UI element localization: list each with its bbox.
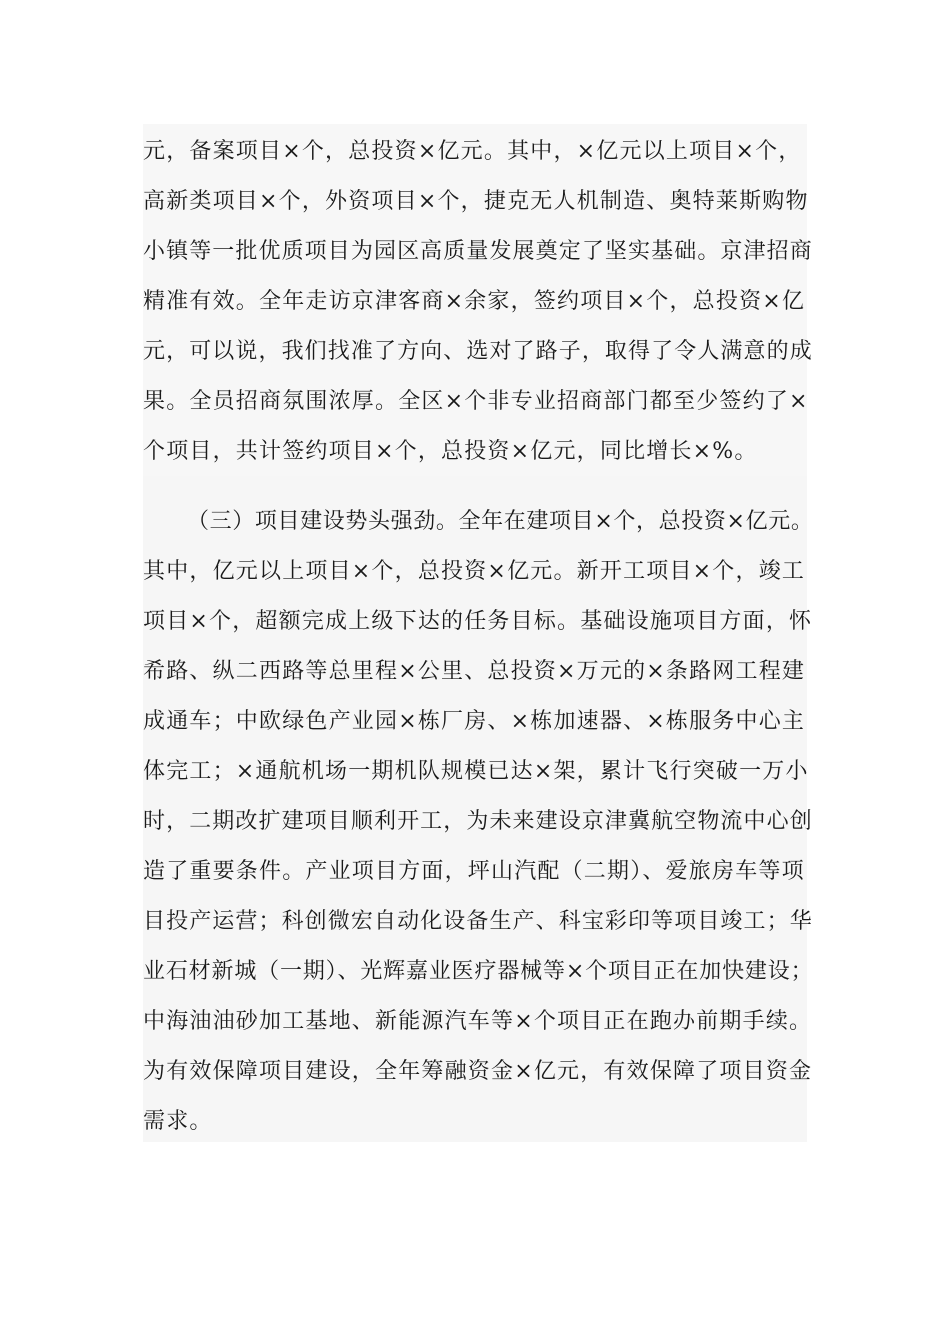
paragraph-project-construction xyxy=(143,476,814,1142)
text-line: 目投产运营；科创微宏自动化设备生产、科宝彩印等项目竣工；华 xyxy=(143,909,813,934)
text-line: 精准有效。全年走访京津客商×余家，签约项目×个，总投资×亿 xyxy=(143,289,806,314)
text-line: （三）项目建设势头强劲。全年在建项目×个，总投资×亿元。 xyxy=(187,509,814,534)
text-line: 业石材新城（一期）、光辉嘉业医疗器械等×个项目正在加快建设； xyxy=(143,959,814,984)
text-line: 其中，亿元以上项目×个，总投资×亿元。新开工项目×个，竣工 xyxy=(143,559,806,584)
text-line: 元，可以说，我们找准了方向、选对了路子，取得了令人满意的成 xyxy=(143,339,813,364)
text-line: 体完工；×通航机场一期机队规模已达×架，累计飞行突破一万小 xyxy=(143,759,809,784)
text-line: 为有效保障项目建设，全年筹融资金×亿元，有效保障了项目资金 xyxy=(143,1059,813,1084)
text-line: 造了重要条件。产业项目方面，坪山汽配（二期）、爱旅房车等项 xyxy=(143,859,805,884)
text-line: 中海油油砂加工基地、新能源汽车等×个项目正在跑办前期手续。 xyxy=(143,1009,813,1034)
text-line: 项目×个，超额完成上级下达的任务目标。基础设施项目方面，怀 xyxy=(143,609,813,634)
text-line: 高新类项目×个，外资项目×个，捷克无人机制造、奥特莱斯购物 xyxy=(143,189,809,214)
text-line: 需求。 xyxy=(143,1109,213,1134)
paragraph-investment-summary xyxy=(143,124,813,476)
text-line: 成通车；中欧绿色产业园×栋厂房、×栋加速器、×栋服务中心主 xyxy=(143,709,806,734)
text-line: 个项目，共计签约项目×个，总投资×亿元，同比增长×%。 xyxy=(143,439,758,464)
text-line: 小镇等一批优质项目为园区高质量发展奠定了坚实基础。京津招商 xyxy=(143,239,813,264)
text-line: 果。全员招商氛围浓厚。全区×个非专业招商部门都至少签约了× xyxy=(143,389,809,414)
text-line: 希路、纵二西路等总里程×公里、总投资×万元的×条路网工程建 xyxy=(143,659,806,684)
text-line: 时，二期改扩建项目顺利开工，为未来建设京津冀航空物流中心创 xyxy=(143,809,813,834)
text-line: 元，备案项目×个，总投资×亿元。其中，×亿元以上项目×个， xyxy=(143,139,802,164)
